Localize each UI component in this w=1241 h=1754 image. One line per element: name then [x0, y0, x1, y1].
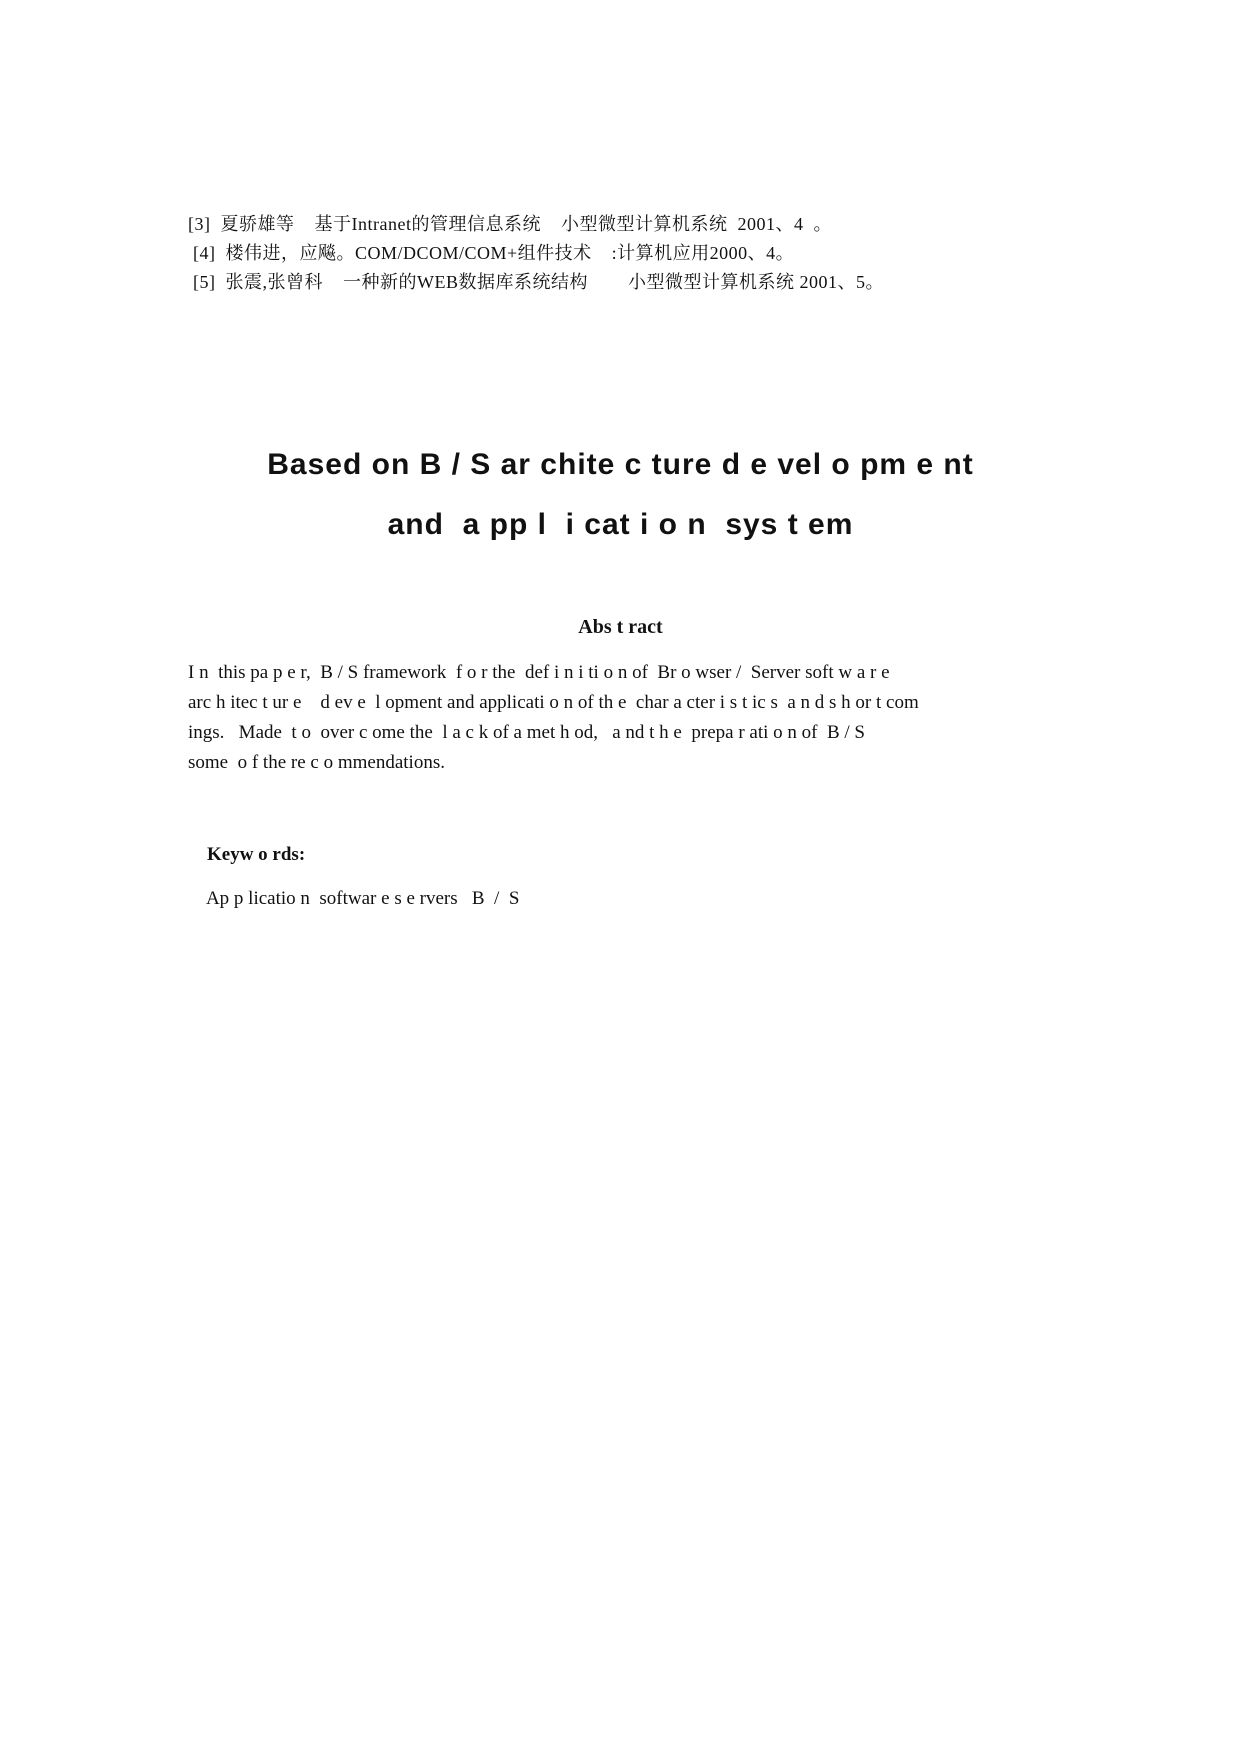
abstract-line-2: arc h itec t ur e d ev e l opment and applicati o n of th e char a cter i s t ic s a n d s h or t com — [188, 692, 919, 713]
paper-title-line-2: and a pp l i cat i o n sys t em — [387, 508, 854, 541]
paper-title — [0, 435, 1241, 555]
abstract-heading: Abs t ract — [578, 616, 663, 638]
reference-item-4: [4] 楼伟进，应飚。COM/DCOM/COM+组件技术 :计算机应用2000、4。 — [188, 243, 795, 263]
abstract-body — [188, 658, 1058, 778]
abstract-line-3: ings. Made t o over c ome the l a c k of a met h od, a nd t h e prepa r ati o n of B / S — [188, 722, 865, 743]
keywords-label: Keyw o rds: — [207, 844, 306, 865]
keywords-value: Ap p licatio n softwar e s e rvers B / S — [205, 888, 520, 909]
abstract-line-4: some o f the re c o mmendations. — [188, 752, 445, 773]
reference-item-5: [5] 张震,张曾科 一种新的WEB数据库系统结构 小型微型计算机系统 2001、5。 — [188, 272, 884, 292]
reference-list — [188, 210, 1068, 297]
paper-title-line-1: Based on B / S ar chite c ture d e vel o pm e nt — [267, 448, 974, 481]
keywords-line — [188, 822, 1058, 932]
reference-item-3: [3] 夏骄雄等 基于Intranet的管理信息系统 小型微型计算机系统 2001、4 。 — [188, 214, 832, 234]
abstract-line-1: I n this pa p e r, B / S framework f o r the def i n i ti o n of Br o wser / Server soft w a r e — [188, 662, 890, 683]
